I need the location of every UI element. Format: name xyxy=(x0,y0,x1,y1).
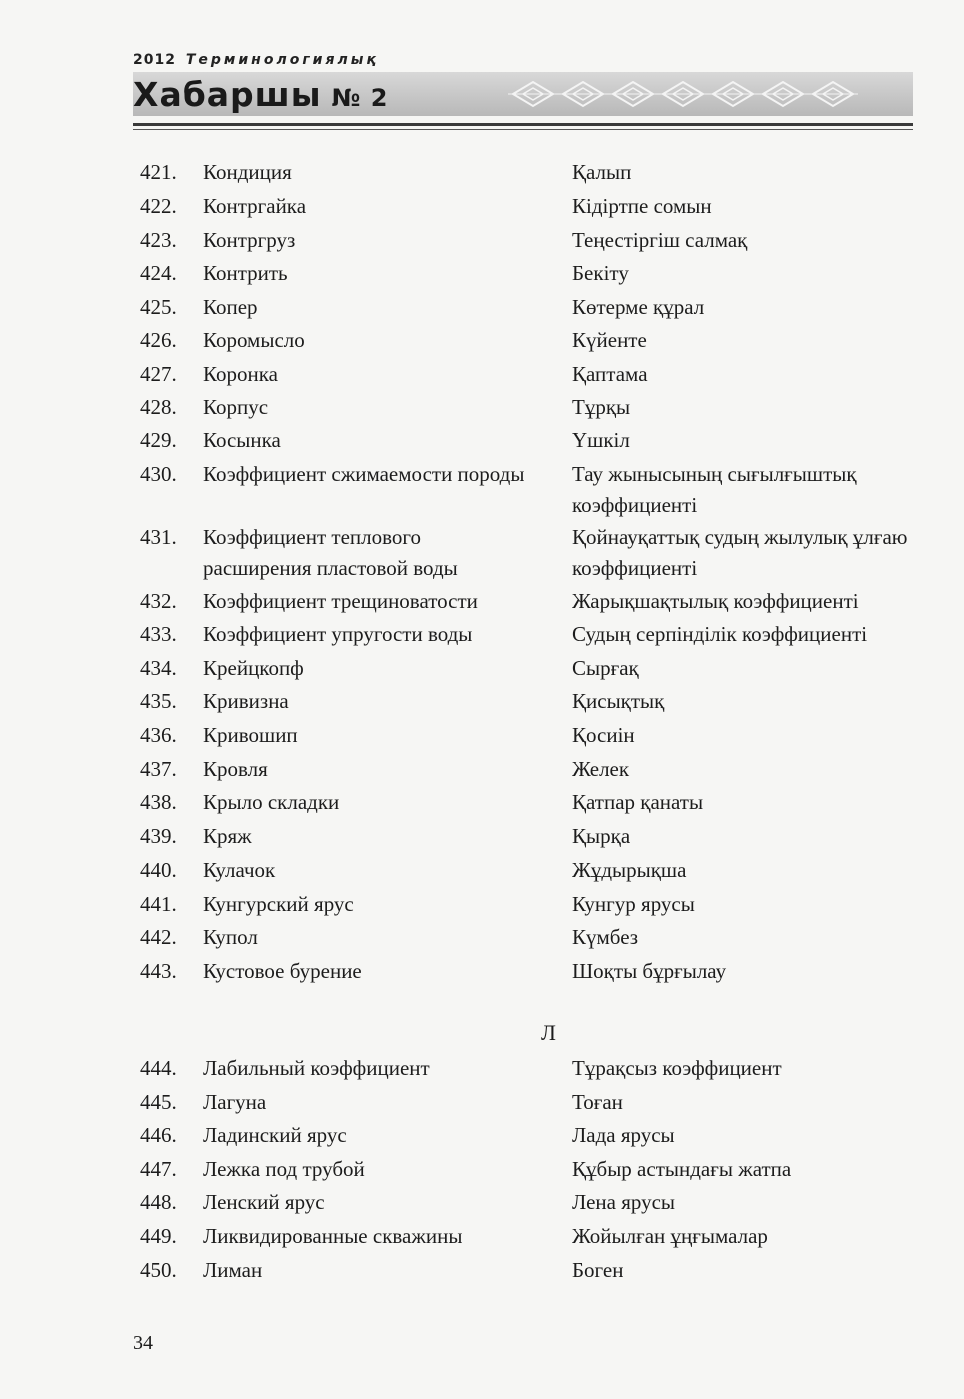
entry-russian: Корпус xyxy=(203,395,269,419)
entry-number: 444. xyxy=(140,1056,177,1080)
entry-kazakh: Қисықтық xyxy=(572,689,665,713)
entry-russian: Контргайка xyxy=(203,194,307,218)
entry-kazakh: Желек xyxy=(572,757,630,781)
entry-russian: Купол xyxy=(203,925,258,949)
entry-kazakh: Кідіртпе сомын xyxy=(572,194,712,218)
entry-kazakh: Тұрақсыз коэффициент xyxy=(572,1056,782,1080)
entry-russian: Лиман xyxy=(203,1258,263,1282)
entry-number: 433. xyxy=(140,622,177,646)
entry-kazakh: Қаптама xyxy=(572,362,648,386)
entry-kazakh: Бекіту xyxy=(572,261,629,285)
entry-number: 423. xyxy=(140,228,177,252)
entry-russian: Кряж xyxy=(203,824,252,848)
entry-kazakh: Сырғақ xyxy=(572,656,639,680)
section-letter: Л xyxy=(541,1020,556,1045)
entry-russian: Кровля xyxy=(203,757,268,781)
entry-number: 431. xyxy=(140,525,177,549)
header-rule-thick xyxy=(133,123,913,126)
entry-russian: Лежка под трубой xyxy=(203,1157,365,1181)
entry-kazakh: Тұрқы xyxy=(572,395,631,419)
entry-russian: Кунгурский ярус xyxy=(203,892,354,916)
entry-kazakh: Кунгур ярусы xyxy=(572,892,695,916)
entry-number: 426. xyxy=(140,328,177,352)
entry-kazakh: Лена ярусы xyxy=(572,1190,676,1214)
entry-kazakh: Көтерме құрал xyxy=(572,295,705,319)
entry-number: 430. xyxy=(140,462,177,486)
entry-russian: Кривошип xyxy=(203,723,298,747)
entry-number: 449. xyxy=(140,1224,177,1248)
entry-kazakh: Тау жынысының сығылғыштық коэффициенті xyxy=(572,462,857,517)
entry-russian: Косынка xyxy=(203,428,281,452)
entry-russian: Кулачок xyxy=(203,858,276,882)
entry-number: 441. xyxy=(140,892,177,916)
entry-russian: Коэффициент трещиноватости xyxy=(203,589,478,613)
entry-number: 446. xyxy=(140,1123,177,1147)
entry-number: 429. xyxy=(140,428,177,452)
entry-kazakh: Шоқты бұрғылау xyxy=(572,959,727,983)
entry-number: 425. xyxy=(140,295,177,319)
entry-kazakh: Теңестіргіш салмақ xyxy=(572,228,748,252)
entry-russian: Ленский ярус xyxy=(203,1190,325,1214)
entry-russian: Крыло складки xyxy=(203,790,340,814)
ornament-icon xyxy=(508,78,858,110)
entry-number: 440. xyxy=(140,858,177,882)
entry-russian: Ликвидированные скважины xyxy=(203,1224,463,1248)
entry-number: 445. xyxy=(140,1090,177,1114)
entry-kazakh: Жойылған ұңғымалар xyxy=(572,1224,768,1248)
entry-kazakh: Жұдырықша xyxy=(572,858,687,882)
entry-russian: Ладинский ярус xyxy=(203,1123,347,1147)
entry-russian: Лагуна xyxy=(203,1090,267,1114)
entry-russian: Кондиция xyxy=(203,160,292,184)
entry-kazakh: Үшкіл xyxy=(572,428,630,452)
entry-russian: Кривизна xyxy=(203,689,289,713)
entry-russian: Коэффициент сжимаемости породы xyxy=(203,462,525,486)
entry-number: 436. xyxy=(140,723,177,747)
entry-russian: Коэффициент теплового расширения пластовой воды xyxy=(203,525,458,580)
entry-number: 421. xyxy=(140,160,177,184)
entry-kazakh: Күмбез xyxy=(572,925,639,949)
entry-russian: Коромысло xyxy=(203,328,305,352)
entry-russian: Коронка xyxy=(203,362,278,386)
entry-kazakh: Қойнауқаттық судың жылулық ұлғаю коэффициенті xyxy=(572,525,908,580)
entry-kazakh: Боген xyxy=(572,1258,624,1282)
header-top-line xyxy=(133,52,379,68)
entry-number: 422. xyxy=(140,194,177,218)
entry-number: 424. xyxy=(140,261,177,285)
header-title xyxy=(133,75,388,118)
header-rule-thin xyxy=(133,129,913,130)
entry-number: 432. xyxy=(140,589,177,613)
header-title-text: Хабаршы xyxy=(133,75,322,114)
entry-number: 448. xyxy=(140,1190,177,1214)
entry-number: 439. xyxy=(140,824,177,848)
entry-number: 434. xyxy=(140,656,177,680)
entry-kazakh: Күйентe xyxy=(572,328,647,352)
entry-number: 438. xyxy=(140,790,177,814)
entry-number: 443. xyxy=(140,959,177,983)
header-year: 2012 xyxy=(133,52,176,68)
entry-number: 437. xyxy=(140,757,177,781)
entry-russian: Контрить xyxy=(203,261,288,285)
entry-number: 447. xyxy=(140,1157,177,1181)
header-subtitle: Терминологиялық xyxy=(185,52,379,68)
entry-russian: Кустовое бурение xyxy=(203,959,362,983)
entry-kazakh: Қалып xyxy=(572,160,632,184)
entry-kazakh: Тоған xyxy=(572,1090,623,1114)
entry-number: 442. xyxy=(140,925,177,949)
entry-kazakh: Қосиін xyxy=(572,723,635,747)
entry-number: 427. xyxy=(140,362,177,386)
entry-kazakh: Қатпар қанаты xyxy=(572,790,704,814)
entry-number: 428. xyxy=(140,395,177,419)
entry-number: 435. xyxy=(140,689,177,713)
entry-kazakh: Қырқа xyxy=(572,824,631,848)
entry-kazakh: Жарықшақтылық коэффициенті xyxy=(572,589,859,613)
entry-kazakh: Судың серпінділік коэффициенті xyxy=(572,622,868,646)
entry-russian: Крейцкопф xyxy=(203,656,304,680)
page-number: 34 xyxy=(133,1332,153,1354)
entry-russian: Лабильный коэффициент xyxy=(203,1056,430,1080)
entry-russian: Копер xyxy=(203,295,258,319)
entry-kazakh: Лада ярусы xyxy=(572,1123,675,1147)
journal-header xyxy=(133,48,913,133)
entry-number: 450. xyxy=(140,1258,177,1282)
entry-kazakh: Құбыр астындағы жатпа xyxy=(572,1157,792,1181)
entry-russian: Коэффициент упругости воды xyxy=(203,622,473,646)
header-issue: № 2 xyxy=(331,84,389,112)
entry-russian: Контргруз xyxy=(203,228,296,252)
